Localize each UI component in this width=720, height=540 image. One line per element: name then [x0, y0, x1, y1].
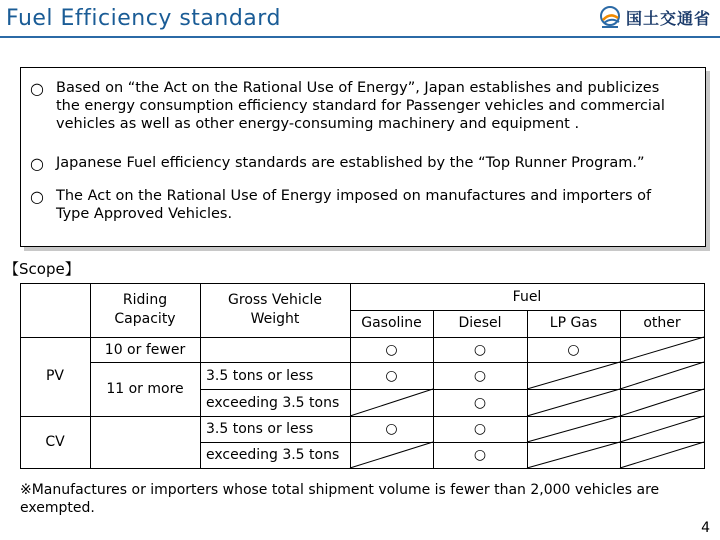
- header-gasoline: Gasoline: [361, 315, 422, 331]
- capacity-10-or-fewer: 10 or fewer: [104, 342, 186, 358]
- capacity-11-or-more: 11 or more: [106, 381, 184, 397]
- page-number: 4: [701, 520, 710, 536]
- header-diesel: Diesel: [458, 315, 502, 331]
- header-fuel: Fuel: [512, 289, 542, 305]
- scope-label: 【Scope】: [4, 260, 80, 278]
- mark-r4-gasoline: ○: [385, 421, 398, 437]
- paragraph-line: Based on “the Act on the Rational Use of Energy”, Japan establishes and publicizes: [56, 80, 660, 96]
- weight-gt35-cv: exceeding 3.5 tons: [206, 447, 340, 463]
- na-diagonal: [620, 442, 704, 468]
- page-title: Fuel Efficiency standard: [6, 6, 281, 31]
- mark-r3-diesel: ○: [473, 395, 487, 411]
- na-diagonal: [620, 362, 704, 389]
- paragraph-line: vehicles as well as other energy-consuming machinery and equipment .: [56, 116, 580, 132]
- bullet-circle-icon: ○: [30, 187, 44, 206]
- na-diagonal: [620, 337, 704, 362]
- na-diagonal: [620, 416, 704, 442]
- bullet-circle-icon: ○: [30, 79, 44, 98]
- header-riding-capacity: Riding Capacity: [114, 292, 176, 327]
- mark-r1-lpgas: ○: [567, 342, 580, 358]
- weight-le35-pv: 3.5 tons or less: [206, 368, 314, 384]
- bullet-circle-icon: ○: [30, 154, 44, 173]
- category-cv: CV: [45, 434, 65, 450]
- header-other: other: [643, 315, 681, 331]
- paragraph-line: Type Approved Vehicles.: [56, 206, 233, 222]
- mark-r2-diesel: ○: [473, 368, 487, 384]
- ministry-name: 国土交通省: [626, 9, 712, 28]
- na-diagonal: [527, 442, 620, 468]
- paragraph-line: Japanese Fuel efficiency standards are established by the “Top Runner Program.”: [56, 155, 645, 171]
- mark-r1-gasoline: ○: [385, 342, 398, 358]
- exemption-note: ※Manufactures or importers whose total shipment volume is fewer than 2,000 vehicles are exempted.: [20, 482, 660, 516]
- na-diagonal: [620, 389, 704, 416]
- na-diagonal: [350, 389, 433, 416]
- mark-r1-diesel: ○: [473, 342, 487, 358]
- paragraph-line: The Act on the Rational Use of Energy imposed on manufactures and importers of: [56, 188, 652, 204]
- header-gross-weight: Gross Vehicle Weight: [228, 292, 322, 327]
- mark-r4-diesel: ○: [473, 421, 487, 437]
- paragraph-line: the energy consumption efficiency standard for Passenger vehicles and commercial: [56, 98, 665, 114]
- mark-r5-diesel: ○: [473, 447, 487, 463]
- weight-le35-cv: 3.5 tons or less: [206, 421, 314, 437]
- header-lp-gas: LP Gas: [549, 315, 598, 331]
- na-diagonal: [527, 389, 620, 416]
- na-diagonal: [527, 416, 620, 442]
- na-diagonal: [350, 442, 433, 468]
- weight-gt35-pv: exceeding 3.5 tons: [206, 395, 340, 411]
- category-pv: PV: [45, 368, 65, 384]
- mark-r2-gasoline: ○: [385, 368, 398, 384]
- na-diagonal: [527, 362, 620, 389]
